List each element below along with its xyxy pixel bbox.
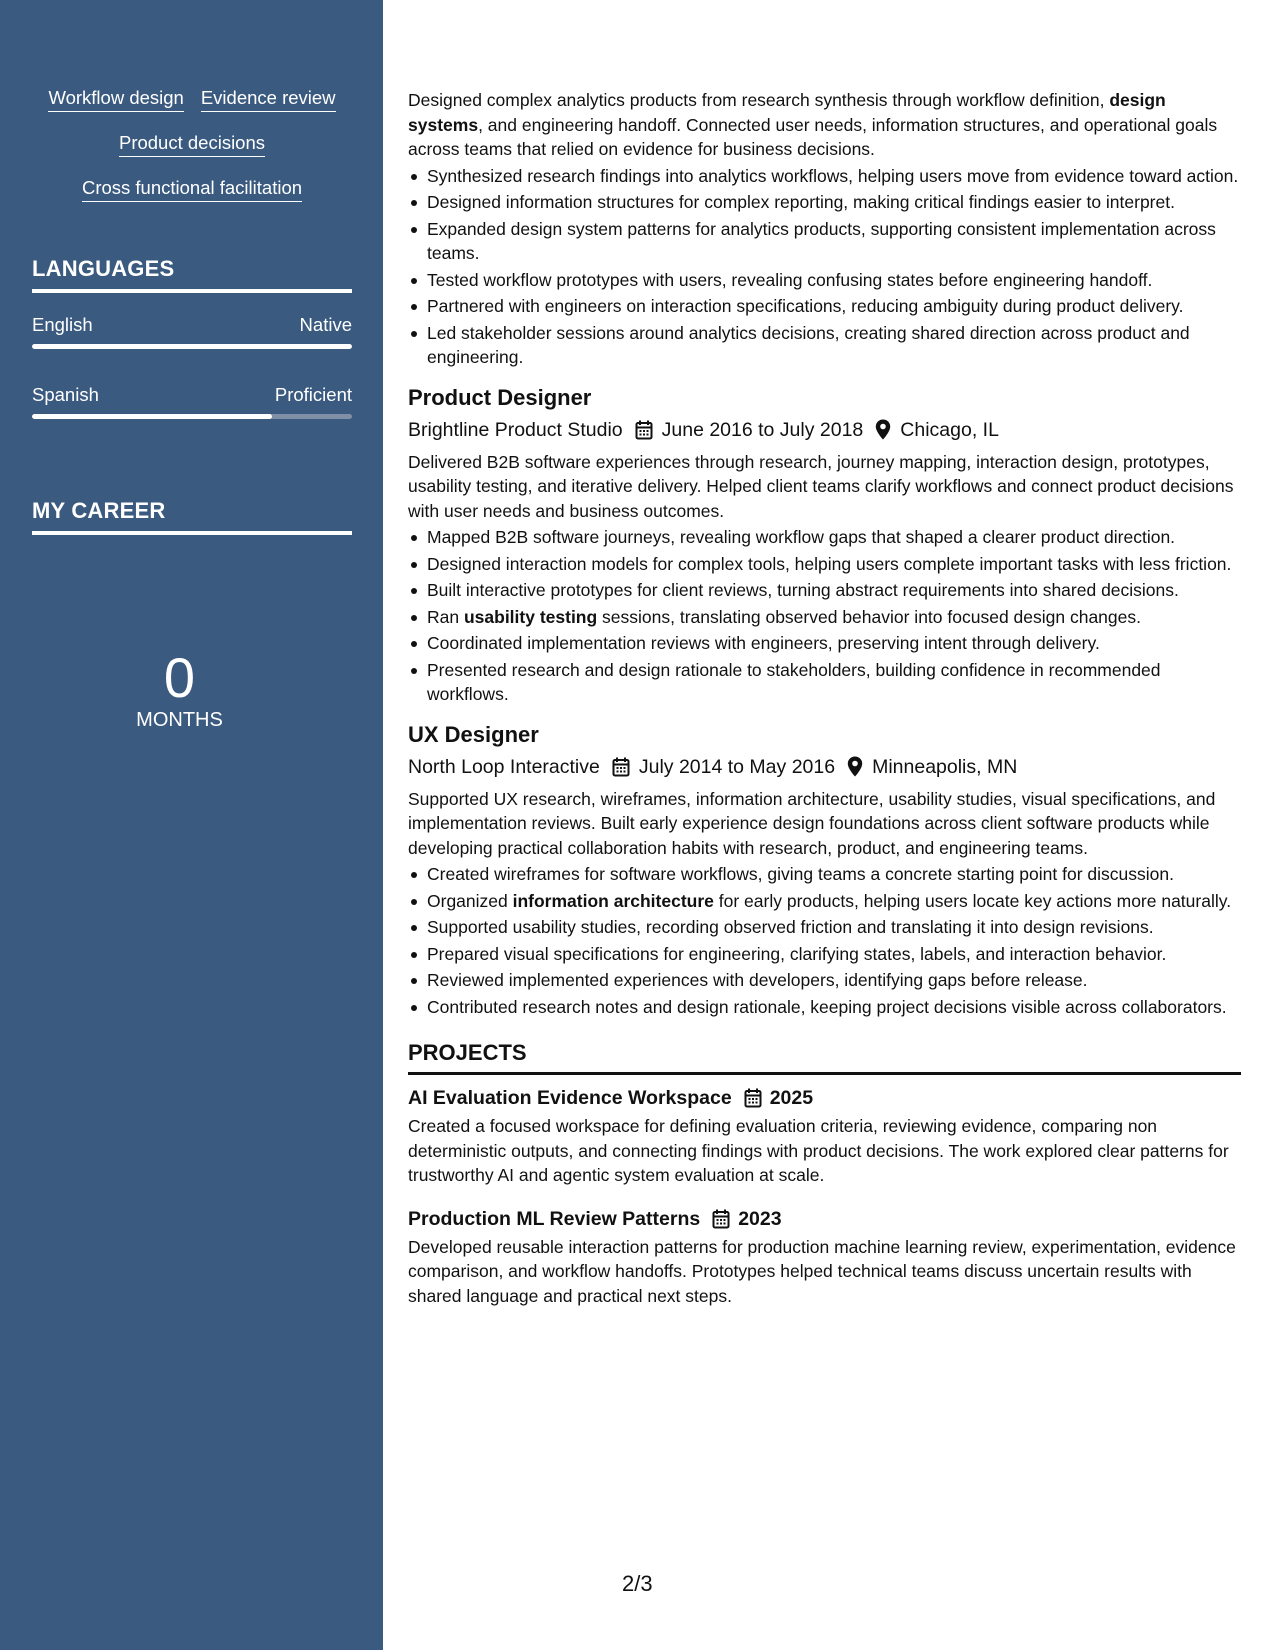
skills-list xyxy=(32,86,352,221)
language-proficiency-fill xyxy=(32,344,352,349)
language-name: English xyxy=(32,314,93,335)
project-year: 2023 xyxy=(738,1207,782,1230)
sidebar xyxy=(0,0,383,1650)
summary-text: , and engineering handoff. Connected user needs, information structures, and operational goals across teams that relied on evidence for business decisions. xyxy=(408,114,1218,159)
list-item: Mapped B2B software journeys, revealing workflow gaps that shaped a clearer product direction. xyxy=(408,525,1241,550)
job-summary: Delivered B2B software experiences through research, journey mapping, interaction design, prototypes, usability testing, and iterative delivery. Helped client teams clarify workflows and connect product decisions with user needs and business outcomes. xyxy=(408,451,1234,521)
job-dates: June 2016 to July 2018 xyxy=(661,418,864,441)
role-summary xyxy=(408,88,1241,162)
job-summary: Supported UX research, wireframes, information architecture, usability studies, visual specifications, and implementation reviews. Built early experience design foundations across client software products while developing practical collaboration habits with research, product, and engineering teams. xyxy=(408,788,1216,858)
list-item: Expanded design system patterns for analytics products, supporting consistent implementation across teams. xyxy=(408,217,1241,266)
language-name: Spanish xyxy=(32,384,99,405)
list-item: Led stakeholder sessions around analytics decisions, creating shared direction across product and engineering. xyxy=(408,321,1241,370)
main-content xyxy=(408,88,1241,1308)
list-item: Created wireframes for software workflows, giving teams a concrete starting point for discussion. xyxy=(408,862,1241,887)
company-name: Brightline Product Studio xyxy=(408,418,623,441)
project-title: AI Evaluation Evidence Workspace xyxy=(408,1087,732,1109)
language-proficiency-fill xyxy=(32,414,272,419)
job-entry xyxy=(408,721,1241,1020)
job-dates: July 2014 to May 2016 xyxy=(638,755,836,778)
job-location: Minneapolis, MN xyxy=(872,755,1018,778)
job-meta xyxy=(408,416,1241,444)
language-level: Native xyxy=(299,314,352,335)
career-summary xyxy=(32,648,327,732)
job-bullets xyxy=(408,862,1241,1019)
calendar-icon xyxy=(635,420,653,440)
project-header xyxy=(408,1206,1241,1232)
language-item xyxy=(32,313,352,349)
calendar-icon xyxy=(744,1088,762,1108)
bullet-bold: usability testing xyxy=(463,606,598,627)
map-pin-icon xyxy=(875,419,891,440)
bullet-text: sessions, translating observed behavior into focused design changes. xyxy=(597,606,1141,627)
summary-text: Designed complex analytics products from research synthesis through workflow definition, xyxy=(408,90,1110,110)
list-item: Contributed research notes and design rationale, keeping project decisions visible across collaborators. xyxy=(408,995,1241,1020)
summary-bold: design systems xyxy=(408,90,1166,135)
list-item: Designed information structures for complex reporting, making critical findings easier to interpret. xyxy=(408,190,1241,215)
skill-tag: Cross functional facilitation xyxy=(82,176,302,202)
languages-heading: LANGUAGES xyxy=(32,255,352,293)
bullet-text: Organized xyxy=(427,890,513,911)
page-number: 2/3 xyxy=(622,1571,653,1596)
bullet-text: Ran xyxy=(427,606,464,627)
role-bullets xyxy=(408,164,1241,370)
list-item: Reviewed implemented experiences with developers, identifying gaps before release. xyxy=(408,968,1241,993)
list-item: Supported usability studies, recording observed friction and translating it into design revisions. xyxy=(408,915,1241,940)
bullet-text: for early products, helping users locate key actions more naturally. xyxy=(713,890,1232,911)
skill-tag: Workflow design xyxy=(48,86,183,112)
projects-section xyxy=(408,1039,1241,1308)
project-description: Created a focused workspace for defining evaluation criteria, reviewing evidence, comparing non deterministic outputs, and connecting findings with product decisions. The work explored clear patterns for trustworthy AI and agentic system evaluation at scale. xyxy=(408,1116,1229,1185)
language-level: Proficient xyxy=(274,384,352,405)
career-unit: MONTHS xyxy=(136,709,223,731)
list-item: Coordinated implementation reviews with engineers, preserving intent through delivery. xyxy=(408,631,1241,656)
career-heading: MY CAREER xyxy=(32,497,352,535)
list-item: Synthesized research findings into analytics workflows, helping users move from evidence toward action. xyxy=(408,164,1241,189)
skill-tag: Evidence review xyxy=(201,86,336,112)
list-item: Built interactive prototypes for client reviews, turning abstract requirements into shared decisions. xyxy=(408,578,1241,603)
list-item xyxy=(408,889,1241,914)
job-meta xyxy=(408,753,1241,781)
job-title: UX Designer xyxy=(408,721,539,747)
role-intro xyxy=(408,88,1241,370)
skill-tag: Product decisions xyxy=(119,131,265,157)
project-entry xyxy=(408,1206,1241,1309)
project-description: Developed reusable interaction patterns for production machine learning review, experimentation, evidence comparison, and workflow handoffs. Prototypes helped technical teams discuss uncertain results with shared language and practical next steps. xyxy=(408,1236,1236,1306)
project-entry xyxy=(408,1085,1241,1188)
list-item: Designed interaction models for complex tools, helping users complete important tasks with less friction. xyxy=(408,552,1241,577)
list-item: Prepared visual specifications for engineering, clarifying states, labels, and interaction behavior. xyxy=(408,942,1241,967)
project-header xyxy=(408,1085,1241,1111)
bullet-bold: information architecture xyxy=(512,890,714,911)
job-entry xyxy=(408,384,1241,707)
project-year: 2025 xyxy=(769,1087,814,1109)
company-name: North Loop Interactive xyxy=(408,755,600,778)
calendar-icon xyxy=(612,757,630,777)
calendar-icon xyxy=(712,1209,730,1229)
project-title: Production ML Review Patterns xyxy=(408,1207,701,1230)
language-item xyxy=(32,383,352,419)
list-item: Tested workflow prototypes with users, revealing confusing states before engineering handoff. xyxy=(408,268,1241,293)
job-location: Chicago, IL xyxy=(900,418,999,441)
language-proficiency-bar xyxy=(32,414,352,419)
language-proficiency-bar xyxy=(32,344,352,349)
projects-heading: PROJECTS xyxy=(408,1039,1241,1075)
list-item: Partnered with engineers on interaction specifications, reducing ambiguity during product delivery. xyxy=(408,294,1241,319)
map-pin-icon xyxy=(847,756,863,777)
list-item xyxy=(408,605,1241,630)
career-value: 0 xyxy=(163,646,196,709)
job-bullets xyxy=(408,525,1241,707)
list-item: Presented research and design rationale to stakeholders, building confidence in recommended workflows. xyxy=(408,658,1241,707)
job-title: Product Designer xyxy=(408,384,592,410)
